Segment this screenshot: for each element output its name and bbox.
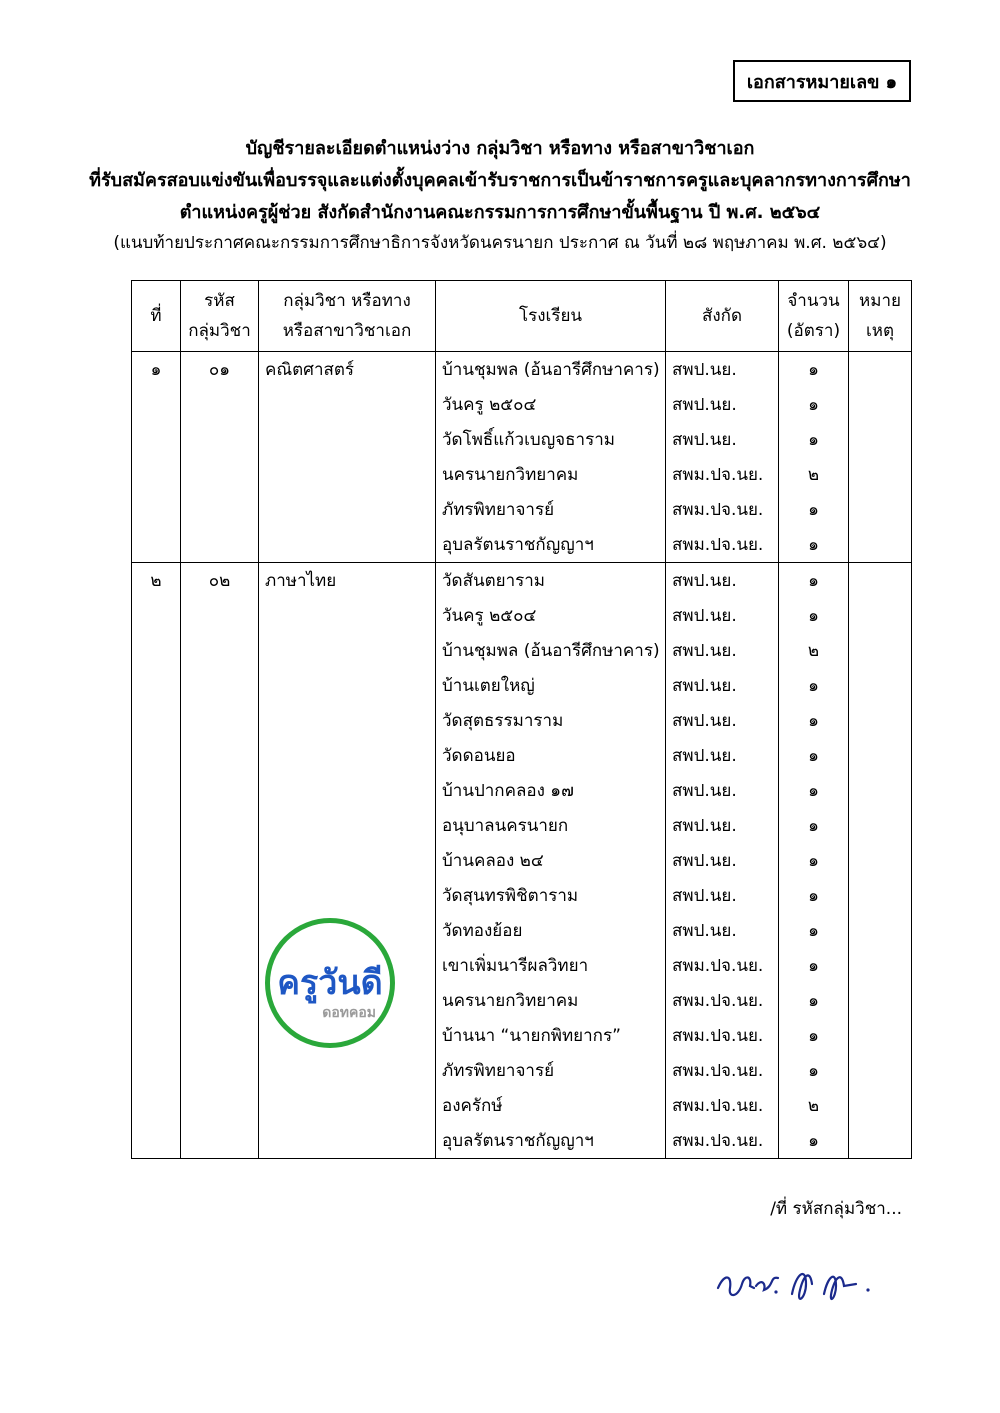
row-number <box>132 703 181 738</box>
row-subject <box>259 773 436 808</box>
row-number <box>132 738 181 773</box>
continuation-note: /ที่ รหัสกลุ่มวิชา... <box>770 1199 902 1219</box>
row-remark <box>849 1123 912 1159</box>
row-school: บ้านชุมพล (อ้นอารีศึกษาคาร) <box>436 352 666 388</box>
row-count: ๑ <box>779 492 849 527</box>
row-subject <box>259 457 436 492</box>
row-affiliation: สพม.ปจ.นย. <box>666 1123 779 1159</box>
row-subject-code <box>181 1018 259 1053</box>
row-affiliation: สพม.ปจ.นย. <box>666 983 779 1018</box>
table-row <box>132 948 912 983</box>
vacancy-table <box>131 280 912 1159</box>
row-number <box>132 773 181 808</box>
row-remark <box>849 1053 912 1088</box>
heading-line-4: (แนบท้ายประกาศคณะกรรมการศึกษาธิการจังหวัดนครนายก ประกาศ ณ วันที่ ๒๘ พฤษภาคม พ.ศ. ๒๕๖๔) <box>113 233 887 253</box>
row-subject <box>259 738 436 773</box>
row-number <box>132 808 181 843</box>
header-no: ที่ <box>132 281 181 352</box>
row-number <box>132 1018 181 1053</box>
row-subject-code: ๐๑ <box>181 352 259 388</box>
table-body <box>132 352 912 1159</box>
row-count: ๑ <box>779 352 849 388</box>
row-remark <box>849 668 912 703</box>
row-school: วัดสันตยาราม <box>436 563 666 599</box>
row-count: ๑ <box>779 563 849 599</box>
document-number-box: เอกสารหมายเลข ๑ <box>733 60 911 102</box>
row-number <box>132 457 181 492</box>
row-remark <box>849 527 912 563</box>
row-subject-code <box>181 1053 259 1088</box>
row-subject <box>259 387 436 422</box>
table-row <box>132 1018 912 1053</box>
row-remark <box>849 983 912 1018</box>
row-number <box>132 1053 181 1088</box>
row-count: ๑ <box>779 843 849 878</box>
row-remark <box>849 422 912 457</box>
row-remark <box>849 948 912 983</box>
heading-line-3: ตำแหน่งครูผู้ช่วย สังกัดสำนักงานคณะกรรมการการศึกษาขั้นพื้นฐาน ปี พ.ศ. ๒๕๖๔ <box>179 202 821 223</box>
row-affiliation: สพป.นย. <box>666 773 779 808</box>
row-subject <box>259 1053 436 1088</box>
row-subject <box>259 668 436 703</box>
row-subject-code <box>181 843 259 878</box>
row-remark <box>849 633 912 668</box>
row-subject-code <box>181 983 259 1018</box>
row-school: วัดสุตธรรมาราม <box>436 703 666 738</box>
row-remark <box>849 703 912 738</box>
row-affiliation: สพป.นย. <box>666 633 779 668</box>
row-count: ๒ <box>779 1088 849 1123</box>
table-row <box>132 563 912 599</box>
row-school: บ้านชุมพล (อ้นอารีศึกษาคาร) <box>436 633 666 668</box>
header-count: จำนวน (อัตรา) <box>779 281 849 352</box>
row-count: ๑ <box>779 1053 849 1088</box>
row-number <box>132 422 181 457</box>
row-school: วัดสุนทรพิชิตาราม <box>436 878 666 913</box>
row-remark <box>849 1018 912 1053</box>
row-affiliation: สพป.นย. <box>666 563 779 599</box>
row-subject-code <box>181 527 259 563</box>
row-number <box>132 668 181 703</box>
row-count: ๑ <box>779 738 849 773</box>
row-number <box>132 948 181 983</box>
row-count: ๑ <box>779 808 849 843</box>
row-subject <box>259 703 436 738</box>
row-subject <box>259 598 436 633</box>
row-count: ๑ <box>779 1123 849 1159</box>
row-count: ๑ <box>779 1018 849 1053</box>
row-number <box>132 913 181 948</box>
row-count: ๑ <box>779 948 849 983</box>
row-count: ๑ <box>779 983 849 1018</box>
table-row <box>132 352 912 388</box>
row-school: เขาเพิ่มนารีผลวิทยา <box>436 948 666 983</box>
row-remark <box>849 492 912 527</box>
row-school: อุบลรัตนราชกัญญาฯ <box>436 1123 666 1159</box>
table-row <box>132 668 912 703</box>
row-school: องครักษ์ <box>436 1088 666 1123</box>
row-number <box>132 598 181 633</box>
row-school: นครนายกวิทยาคม <box>436 983 666 1018</box>
row-subject-code <box>181 703 259 738</box>
row-count: ๒ <box>779 633 849 668</box>
row-remark <box>849 913 912 948</box>
watermark-subtext: ดอทคอม <box>322 1005 376 1021</box>
row-affiliation: สพม.ปจ.นย. <box>666 492 779 527</box>
row-school: อุบลรัตนราชกัญญาฯ <box>436 527 666 563</box>
row-number <box>132 387 181 422</box>
row-affiliation: สพม.ปจ.นย. <box>666 1018 779 1053</box>
header-affiliation: สังกัด <box>666 281 779 352</box>
table-row <box>132 808 912 843</box>
row-count: ๑ <box>779 878 849 913</box>
table-row <box>132 1053 912 1088</box>
row-number <box>132 1088 181 1123</box>
row-affiliation: สพป.นย. <box>666 422 779 457</box>
table-row <box>132 633 912 668</box>
row-school: บ้านคลอง ๒๔ <box>436 843 666 878</box>
header-school: โรงเรียน <box>436 281 666 352</box>
row-count: ๒ <box>779 457 849 492</box>
row-school: บ้านนา “นายกพิทยากร” <box>436 1018 666 1053</box>
row-number <box>132 878 181 913</box>
row-subject: ภาษาไทย <box>259 563 436 599</box>
row-affiliation: สพม.ปจ.นย. <box>666 527 779 563</box>
row-number <box>132 492 181 527</box>
row-number <box>132 1123 181 1159</box>
row-subject: คณิตศาสตร์ <box>259 352 436 388</box>
row-subject <box>259 1088 436 1123</box>
row-count: ๑ <box>779 668 849 703</box>
row-school: บ้านปากคลอง ๑๗ <box>436 773 666 808</box>
heading-line-2: ที่รับสมัครสอบแข่งขันเพื่อบรรจุและแต่งตั้งบุคคลเข้ารับราชการเป็นข้าราชการครูและบุคลากรทางการศึกษา <box>89 170 911 191</box>
row-school: บ้านเตยใหญ่ <box>436 668 666 703</box>
row-number <box>132 843 181 878</box>
row-subject-code <box>181 633 259 668</box>
row-subject-code <box>181 387 259 422</box>
row-subject <box>259 527 436 563</box>
table-row <box>132 773 912 808</box>
row-affiliation: สพม.ปจ.นย. <box>666 948 779 983</box>
row-subject-code <box>181 668 259 703</box>
row-subject-code <box>181 1088 259 1123</box>
row-subject-code <box>181 457 259 492</box>
row-affiliation: สพป.นย. <box>666 598 779 633</box>
row-count: ๑ <box>779 527 849 563</box>
row-subject <box>259 843 436 878</box>
row-affiliation: สพป.นย. <box>666 703 779 738</box>
row-affiliation: สพม.ปจ.นย. <box>666 1088 779 1123</box>
row-subject-code <box>181 913 259 948</box>
row-remark <box>849 563 912 599</box>
row-subject-code <box>181 808 259 843</box>
row-affiliation: สพม.ปจ.นย. <box>666 457 779 492</box>
row-remark <box>849 878 912 913</box>
row-subject <box>259 492 436 527</box>
row-affiliation: สพป.นย. <box>666 878 779 913</box>
row-affiliation: สพป.นย. <box>666 913 779 948</box>
table-row <box>132 422 912 457</box>
row-affiliation: สพป.นย. <box>666 668 779 703</box>
row-remark <box>849 352 912 388</box>
watermark-stamp <box>265 918 395 1048</box>
table-row <box>132 843 912 878</box>
table-row <box>132 492 912 527</box>
row-number <box>132 527 181 563</box>
row-subject <box>259 808 436 843</box>
row-subject <box>259 1123 436 1159</box>
row-subject-code <box>181 422 259 457</box>
row-school: ภัทรพิทยาจารย์ <box>436 1053 666 1088</box>
row-subject <box>259 878 436 913</box>
header-subject: กลุ่มวิชา หรือทาง หรือสาขาวิชาเอก <box>259 281 436 352</box>
row-affiliation: สพป.นย. <box>666 387 779 422</box>
row-school: อนุบาลนครนายก <box>436 808 666 843</box>
table-row <box>132 387 912 422</box>
row-subject-code <box>181 878 259 913</box>
row-affiliation: สพป.นย. <box>666 843 779 878</box>
table-row <box>132 983 912 1018</box>
row-affiliation: สพม.ปจ.นย. <box>666 1053 779 1088</box>
row-school: วัดดอนยอ <box>436 738 666 773</box>
table-row <box>132 1088 912 1123</box>
row-affiliation: สพป.นย. <box>666 738 779 773</box>
table-row <box>132 527 912 563</box>
table-header-row <box>132 281 912 352</box>
row-subject-code: ๐๒ <box>181 563 259 599</box>
row-subject-code <box>181 738 259 773</box>
signature-image <box>712 1250 892 1310</box>
row-remark <box>849 773 912 808</box>
row-school: วัดโพธิ์แก้วเบญจธาราม <box>436 422 666 457</box>
row-number <box>132 633 181 668</box>
row-count: ๑ <box>779 387 849 422</box>
row-remark <box>849 1088 912 1123</box>
header-remark: หมาย เหตุ <box>849 281 912 352</box>
row-subject-code <box>181 773 259 808</box>
row-remark <box>849 598 912 633</box>
row-subject-code <box>181 598 259 633</box>
row-number <box>132 983 181 1018</box>
row-affiliation: สพป.นย. <box>666 808 779 843</box>
row-subject <box>259 422 436 457</box>
watermark-text: ครูวันดี <box>277 963 383 1003</box>
row-subject-code <box>181 492 259 527</box>
header-code: รหัส กลุ่มวิชา <box>181 281 259 352</box>
heading-line-1: บัญชีรายละเอียดตำแหน่งว่าง กลุ่มวิชา หรือทาง หรือสาขาวิชาเอก <box>245 138 755 159</box>
table-row <box>132 878 912 913</box>
row-school: นครนายกวิทยาคม <box>436 457 666 492</box>
table-row <box>132 1123 912 1159</box>
row-affiliation: สพป.นย. <box>666 352 779 388</box>
row-school: ภัทรพิทยาจารย์ <box>436 492 666 527</box>
row-school: วัดทองย้อย <box>436 913 666 948</box>
row-remark <box>849 738 912 773</box>
row-subject-code <box>181 1123 259 1159</box>
row-number: ๒ <box>132 563 181 599</box>
row-remark <box>849 843 912 878</box>
row-remark <box>849 457 912 492</box>
row-subject-code <box>181 948 259 983</box>
row-remark <box>849 808 912 843</box>
row-count: ๑ <box>779 703 849 738</box>
row-subject <box>259 633 436 668</box>
table-row <box>132 913 912 948</box>
row-count: ๑ <box>779 598 849 633</box>
row-count: ๑ <box>779 422 849 457</box>
row-school: วันครู ๒๕๐๔ <box>436 598 666 633</box>
row-number: ๑ <box>132 352 181 388</box>
table-row <box>132 738 912 773</box>
table-row <box>132 457 912 492</box>
row-count: ๑ <box>779 773 849 808</box>
row-school: วันครู ๒๕๐๔ <box>436 387 666 422</box>
row-count: ๑ <box>779 913 849 948</box>
table-row <box>132 598 912 633</box>
table-row <box>132 703 912 738</box>
row-remark <box>849 387 912 422</box>
